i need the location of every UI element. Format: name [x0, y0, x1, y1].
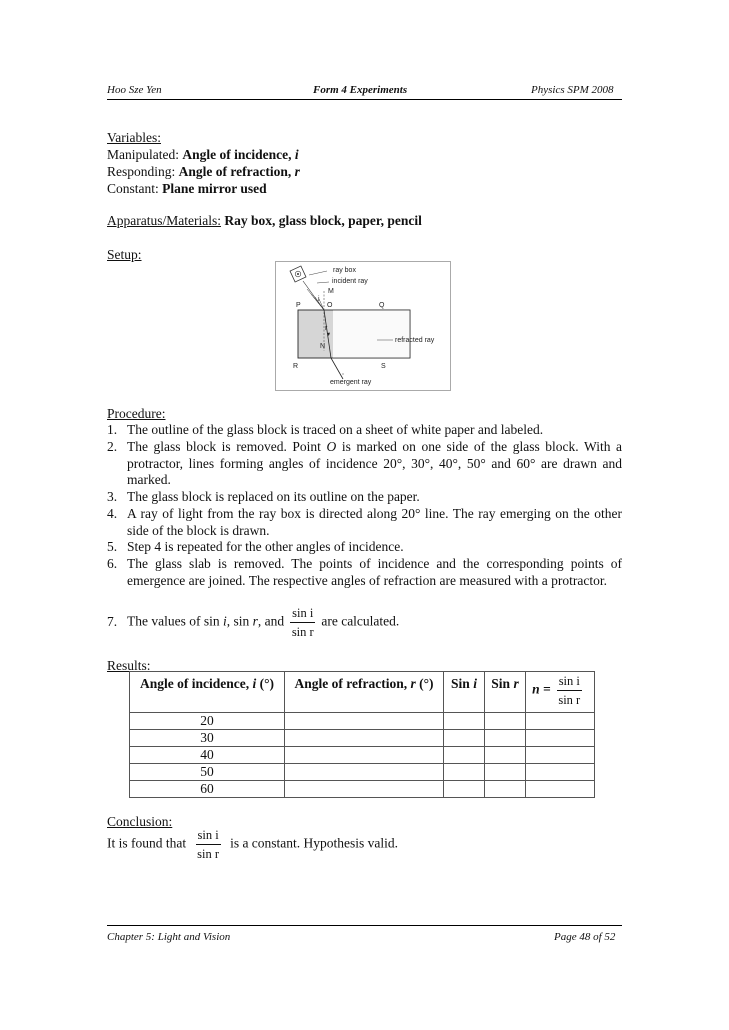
responding-symbol: r — [294, 164, 300, 179]
manipulated-label: Manipulated: — [107, 147, 179, 162]
cell-sin-r[interactable] — [485, 781, 526, 798]
step-text: Step 4 is repeated for the other angles of incidence. — [127, 539, 404, 554]
label-R: R — [293, 363, 299, 370]
step-number: 3. — [107, 489, 118, 504]
label-M: M — [328, 288, 334, 295]
table-row — [130, 713, 595, 730]
col-2-text: Angle of refraction, — [294, 676, 411, 691]
conclusion-fraction — [196, 828, 221, 861]
label-r: r — [325, 325, 328, 332]
cell-sin-i[interactable] — [444, 781, 485, 798]
table-row — [130, 747, 595, 764]
cell-refraction[interactable] — [285, 713, 444, 730]
step-symbol: O — [326, 439, 337, 454]
procedure-heading: Procedure: — [107, 406, 166, 421]
footer-page-number: Page 48 of 52 — [554, 931, 616, 943]
step-symbol-r: r — [252, 613, 258, 629]
step-number: 6. — [107, 556, 118, 571]
step-text-c: , and — [257, 613, 285, 629]
apparatus-value: Ray box, glass block, paper, pencil — [224, 213, 422, 228]
responding-line — [107, 163, 300, 180]
col-4-symbol: r — [513, 676, 519, 691]
procedure-step — [107, 506, 622, 539]
cell-sin-r[interactable] — [485, 747, 526, 764]
apparatus-line — [107, 212, 422, 229]
step-number: 4. — [107, 506, 118, 521]
col-angle-refraction — [285, 672, 444, 713]
step-text-d: are calculated. — [321, 613, 400, 629]
step-number: 7. — [107, 614, 118, 629]
setup-diagram — [275, 261, 451, 391]
variables-heading: Variables: — [107, 130, 161, 145]
col-2-symbol: r — [410, 676, 416, 691]
conclusion-text — [107, 828, 398, 861]
col-2-unit: (°) — [415, 676, 434, 691]
col-angle-incidence — [130, 672, 285, 713]
constant-label: Constant: — [107, 181, 159, 196]
glass-block-outline-area — [333, 310, 410, 358]
constant-value: Plane mirror used — [162, 181, 267, 196]
step-text — [127, 439, 622, 489]
step-number: 5. — [107, 539, 118, 554]
cell-incidence: 20 — [130, 713, 285, 730]
cell-sin-i[interactable] — [444, 747, 485, 764]
label-incident-ray: incident ray — [332, 278, 368, 285]
label-Q: Q — [379, 302, 385, 309]
step-text: The glass slab is removed. The points of incidence and the corresponding points of emergence are joined. The respective angles of refraction are measured with a protractor. — [127, 556, 622, 588]
col-refractive-index — [526, 672, 595, 713]
apparatus-label: Apparatus/Materials: — [107, 213, 221, 228]
cell-sin-i[interactable] — [444, 730, 485, 747]
responding-value: Angle of refraction, — [178, 164, 295, 179]
fraction-numerator: sin i — [196, 828, 221, 845]
results-heading: Results: — [107, 658, 151, 673]
responding-label: Responding: — [107, 164, 176, 179]
cell-n[interactable] — [526, 747, 595, 764]
label-N: N — [320, 343, 326, 350]
label-S: S — [381, 363, 386, 370]
label-i: i — [318, 296, 320, 303]
col-sin-r — [485, 672, 526, 713]
cell-refraction[interactable] — [285, 730, 444, 747]
label-emergent-ray: emergent ray — [330, 379, 372, 386]
step-text-a: The glass block is removed. Point — [127, 439, 327, 454]
cell-incidence: 30 — [130, 730, 285, 747]
col-3-symbol: i — [473, 676, 477, 691]
fraction-denominator: sin r — [197, 847, 220, 861]
col-1-text: Angle of incidence, — [139, 676, 253, 691]
cell-sin-r[interactable] — [485, 730, 526, 747]
cell-sin-r[interactable] — [485, 764, 526, 781]
table-row — [130, 764, 595, 781]
cell-n[interactable] — [526, 730, 595, 747]
fraction-numerator: sin i — [290, 606, 315, 623]
cell-n[interactable] — [526, 781, 595, 798]
manipulated-line — [107, 146, 300, 163]
manipulated-value: Angle of incidence, — [182, 147, 295, 162]
header-course: Physics SPM 2008 — [531, 84, 614, 96]
footer-rule — [107, 925, 622, 926]
table-row — [130, 781, 595, 798]
header-rule — [107, 99, 622, 100]
label-refracted-ray: refracted ray — [395, 337, 435, 344]
header-author: Hoo Sze Yen — [107, 84, 162, 96]
col-5-denominator: sin r — [558, 693, 581, 707]
cell-sin-i[interactable] — [444, 764, 485, 781]
cell-sin-i[interactable] — [444, 713, 485, 730]
cell-refraction[interactable] — [285, 781, 444, 798]
col-sin-i — [444, 672, 485, 713]
col-5-numerator: sin i — [557, 674, 582, 691]
col-1-unit: (°) — [256, 676, 275, 691]
step-text: The glass block is replaced on its outline on the paper. — [127, 489, 420, 504]
step-text — [127, 606, 622, 639]
col-4-text: Sin — [491, 676, 514, 691]
header-title: Form 4 Experiments — [313, 84, 408, 96]
procedure-step — [107, 489, 622, 506]
cell-refraction[interactable] — [285, 747, 444, 764]
col-1-symbol: i — [252, 676, 257, 691]
sin-ratio-fraction — [290, 606, 315, 639]
conclusion-text-b: is a constant. Hypothesis valid. — [230, 835, 399, 851]
procedure-step — [107, 539, 622, 556]
footer-chapter: Chapter 5: Light and Vision — [107, 931, 231, 943]
table-row — [130, 730, 595, 747]
step-text-a: The values of sin — [127, 613, 223, 629]
step-number: 2. — [107, 439, 118, 454]
col-5-label: n = — [532, 681, 551, 697]
cell-incidence: 60 — [130, 781, 285, 798]
step-number: 1. — [107, 422, 118, 437]
fraction-denominator: sin r — [291, 625, 314, 639]
cell-incidence: 50 — [130, 764, 285, 781]
table-header-row — [130, 672, 595, 713]
step-text: The outline of the glass block is traced on a sheet of white paper and labeled. — [127, 422, 544, 437]
step-text: A ray of light from the ray box is directed along 20° line. The ray emerging on the other side of the block is drawn. — [127, 506, 622, 538]
setup-heading: Setup: — [107, 247, 142, 262]
cell-incidence: 40 — [130, 747, 285, 764]
results-table — [129, 671, 595, 798]
col-3-text: Sin — [451, 676, 474, 691]
step-text-b: , sin — [226, 613, 253, 629]
manipulated-symbol: i — [294, 147, 299, 162]
step-text-b: is marked on one side of the glass block. With a protractor, lines forming angles of incidence 20°, 30°, 40°, 50° and 60° are drawn and marked. — [127, 439, 622, 487]
conclusion-text-a: It is found that — [107, 835, 187, 851]
step-symbol-i: i — [222, 613, 227, 629]
label-P: P — [296, 302, 301, 309]
procedure-step — [107, 606, 622, 639]
cell-sin-r[interactable] — [485, 713, 526, 730]
procedure-step — [107, 422, 622, 439]
label-ray-box: ray box — [333, 267, 356, 274]
cell-n[interactable] — [526, 764, 595, 781]
procedure-step — [107, 439, 622, 489]
constant-line — [107, 180, 300, 197]
label-O: O — [327, 302, 333, 309]
variables-section — [107, 129, 300, 197]
conclusion-heading: Conclusion: — [107, 814, 173, 829]
procedure-step — [107, 556, 622, 589]
cell-n[interactable] — [526, 713, 595, 730]
col-5-fraction — [557, 674, 582, 707]
cell-refraction[interactable] — [285, 764, 444, 781]
